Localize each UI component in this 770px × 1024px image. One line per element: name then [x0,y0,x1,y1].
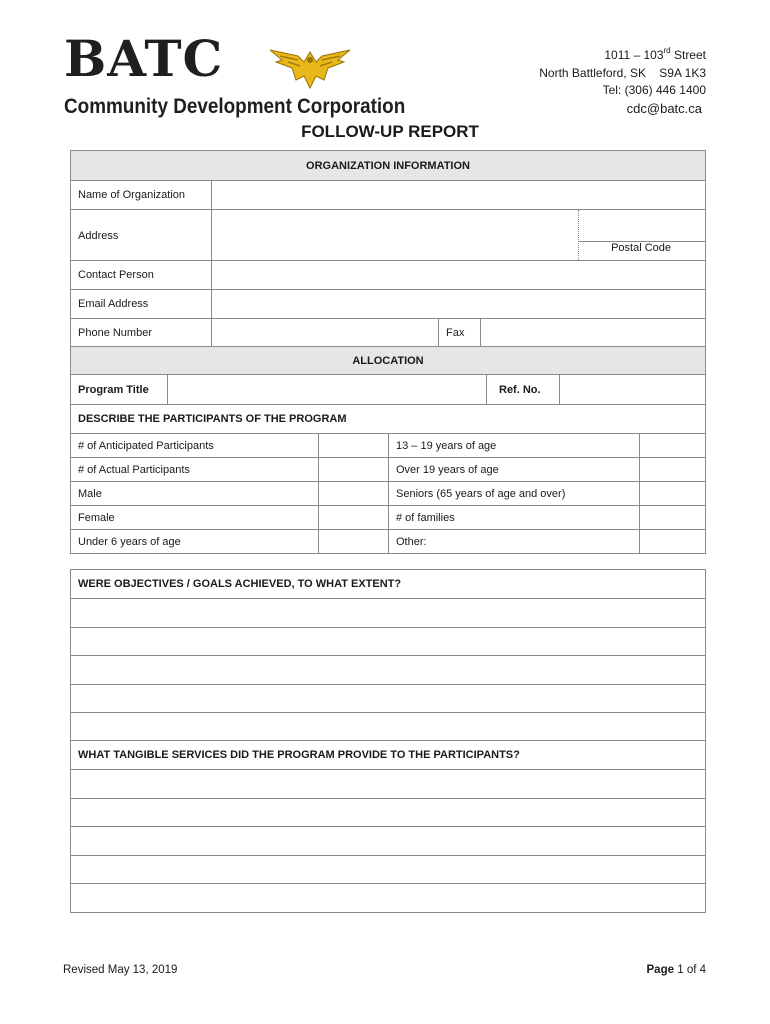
email-link[interactable]: cdc@batc.ca [626,100,702,116]
address-line-2: North Battleford, SK S9A 1K3 [539,65,706,80]
objectives-line-4[interactable] [71,685,705,713]
fax-label: Fax [446,326,465,339]
org-info-heading: ORGANIZATION INFORMATION [71,151,705,181]
fax-field[interactable] [481,319,705,346]
allocation-heading: ALLOCATION [71,347,705,375]
participant-label-right: Over 19 years of age [396,463,499,476]
contact-address-block [539,47,706,117]
participant-label-left: Female [78,511,115,524]
address-label: Address [78,230,119,242]
postal-code-field[interactable] [579,210,705,242]
org-name-label: Name of Organization [78,189,185,201]
participant-row [71,458,705,482]
participant-value-right[interactable] [640,434,705,457]
services-heading: WHAT TANGIBLE SERVICES DID THE PROGRAM PROVIDE TO THE PARTICIPANTS? [78,749,520,761]
batc-logo-text: BATC [64,29,224,88]
revised-date: Revised May 13, 2019 [63,964,178,976]
address-field[interactable] [212,210,578,260]
participant-value-left[interactable] [319,482,388,505]
participant-value-right[interactable] [640,458,705,481]
participant-label-left: # of Anticipated Participants [78,439,214,452]
objectives-heading: WERE OBJECTIVES / GOALS ACHIEVED, TO WHAT EXTENT? [78,578,402,590]
phone-text: Tel: (306) 446 1400 [602,83,706,97]
participant-value-right[interactable] [640,482,705,505]
participant-label-left: # of Actual Participants [78,463,190,476]
contact-person-label: Contact Person [78,269,154,281]
org-name-field[interactable] [212,181,705,209]
report-title: FOLLOW-UP REPORT [301,122,479,141]
organization-subtitle: Community Development Corporation [64,95,406,118]
ref-no-field[interactable] [560,375,705,404]
participant-value-left[interactable] [319,458,388,481]
program-title-field[interactable] [168,375,486,404]
page-number: Page 1 of 4 [646,964,706,976]
participant-value-left[interactable] [319,530,388,553]
email-address-field[interactable] [212,290,705,318]
services-line-4[interactable] [71,856,705,884]
ref-no-label: Ref. No. [499,383,541,396]
participant-value-right[interactable] [640,530,705,553]
participant-row [71,530,705,553]
contact-person-field[interactable] [212,261,705,289]
services-line-3[interactable] [71,827,705,856]
eagle-logo-icon [268,46,352,90]
services-line-5[interactable] [71,884,705,912]
participant-value-right[interactable] [640,506,705,529]
program-title-label: Program Title [78,383,149,396]
services-line-2[interactable] [71,799,705,827]
participants-heading: DESCRIBE THE PARTICIPANTS OF THE PROGRAM [78,413,347,425]
phone-number-field[interactable] [212,319,438,346]
participant-label-right: Seniors (65 years of age and over) [396,487,566,500]
address-line-1: 1011 – 103rd Street [604,46,706,62]
services-line-1[interactable] [71,770,705,799]
participant-label-left: Under 6 years of age [78,535,181,548]
phone-number-label: Phone Number [78,326,152,339]
participant-value-left[interactable] [319,506,388,529]
participant-label-right: Other: [396,535,427,548]
postal-code-label: Postal Code [611,242,671,254]
participant-value-left[interactable] [319,434,388,457]
participant-row [71,506,705,530]
objectives-line-1[interactable] [71,599,705,628]
objectives-table [70,569,706,913]
participant-row [71,434,705,458]
objectives-line-3[interactable] [71,656,705,685]
participant-label-right: 13 – 19 years of age [396,439,497,452]
objectives-line-5[interactable] [71,713,705,741]
participant-label-right: # of families [396,511,455,524]
participant-row [71,482,705,506]
objectives-line-2[interactable] [71,628,705,656]
organization-info-table [70,150,706,405]
participant-label-left: Male [78,487,102,500]
email-address-label: Email Address [78,298,149,310]
participants-table [70,404,706,554]
